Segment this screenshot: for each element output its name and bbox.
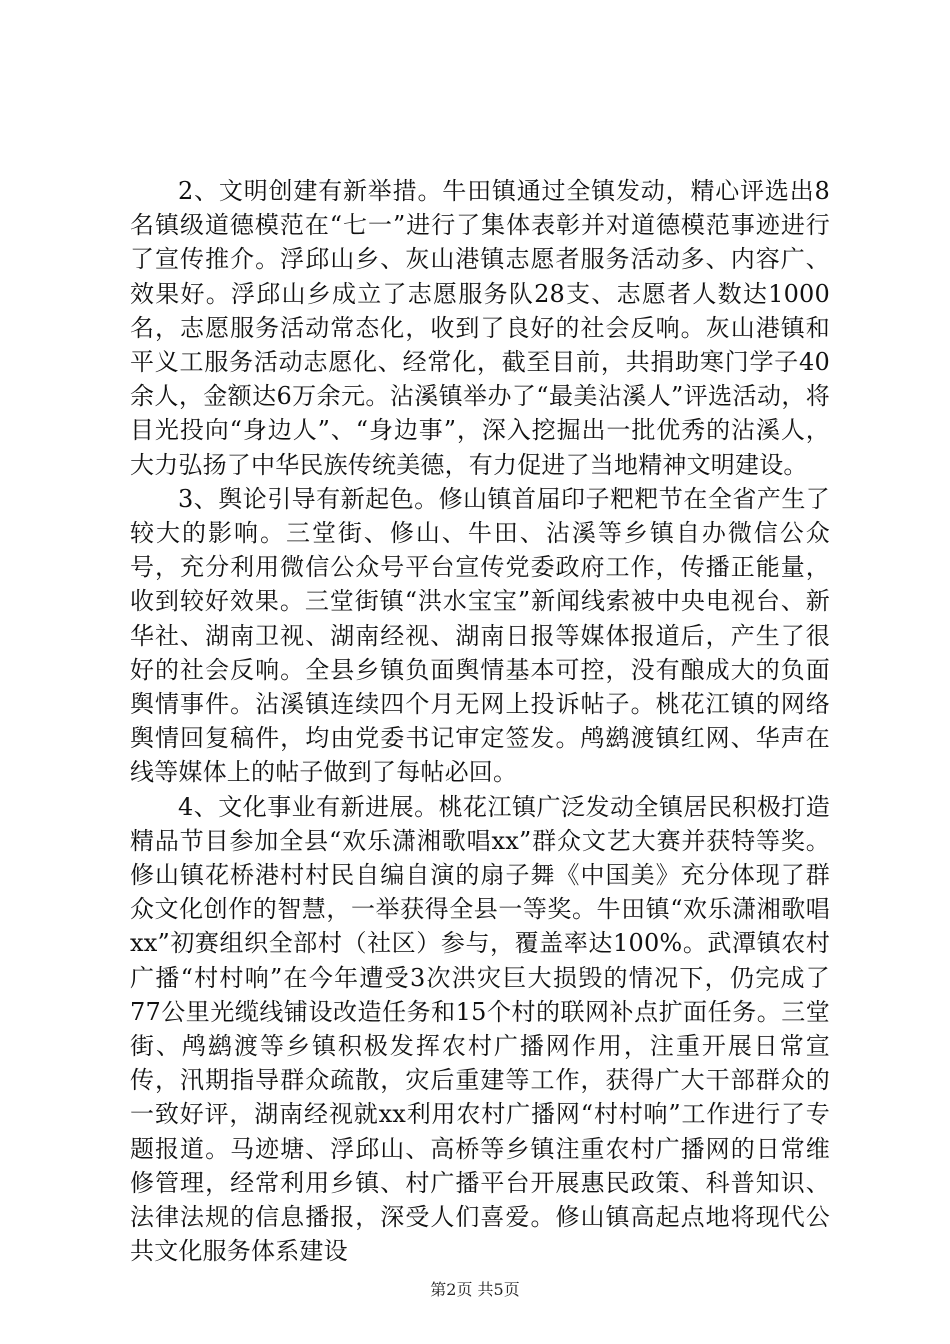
page-number-footer: 第2页 共5页 <box>430 1280 520 1299</box>
paragraph-public-opinion: 3、舆论引导有新起色。修山镇首届印子粑粑节在全省产生了较大的影响。三堂街、修山、牛田、沾溪等乡镇自办微信公众号，充分利用微信公众号平台宣传党委政府工作，传播正能量，收到较好效果。三堂街镇“洪水宝宝”新闻线索被中央电视台、新华社、湖南卫视、湖南经视、湖南日报等媒体报道后，产生了很好的社会反响。全县乡镇负面舆情基本可控，没有酿成大的负面舆情事件。沾溪镇连续四个月无网上投诉帖子。桃花江镇的网络舆情回复稿件，均由党委书记审定签发。鸬鹚渡镇红网、华声在线等媒体上的帖子做到了每帖必回。 <box>130 484 830 787</box>
document-body <box>130 174 830 1269</box>
paragraph-culture: 4、文化事业有新进展。桃花江镇广泛发动全镇居民积极打造精品节目参加全县“欢乐潇湘歌唱xx”群众文艺大赛并获特等奖。修山镇花桥港村村民自编自演的扇子舞《中国美》充分体现了群众文化创作的智慧，一举获得全县一等奖。牛田镇“欢乐潇湘歌唱xx”初赛组织全部村（社区）参与，覆盖率达100%。武潭镇农村广播“村村响”在今年遭受3次洪灾巨大损毁的情况下，仍完成了77公里光缆线铺设改造任务和15个村的联网补点扩面任务。三堂街、鸬鹚渡等乡镇积极发挥农村广播网作用，注重开展日常宣传，汛期指导群众疏散，灾后重建等工作，获得广大干部群众的一致好评，湖南经视就xx利用农村广播网“村村响”工作进行了专题报道。马迹塘、浮邱山、高桥等乡镇注重农村广播网的日常维修管理，经常利用乡镇、村广播平台开展惠民政策、科普知识、法律法规的信息播报，深受人们喜爱。修山镇高起点地将现代公共文化服务体系建设 <box>130 792 830 1266</box>
paragraph-civilization: 2、文明创建有新举措。牛田镇通过全镇发动，精心评选出8名镇级道德模范在“七一”进行了集体表彰并对道德模范事迹进行了宣传推介。浮邱山乡、灰山港镇志愿者服务活动多、内容广、效果好。浮邱山乡成立了志愿服务队28支、志愿者人数达1000名，志愿服务活动常态化，收到了良好的社会反响。灰山港镇和平义工服务活动志愿化、经常化，截至目前，共捐助寒门学子40余人，金额达6万余元。沾溪镇举办了“最美沾溪人”评选活动，将目光投向“身边人”、“身边事”，深入挖掘出一批优秀的沾溪人，大力弘扬了中华民族传统美德，有力促进了当地精神文明建设。 <box>130 177 830 479</box>
